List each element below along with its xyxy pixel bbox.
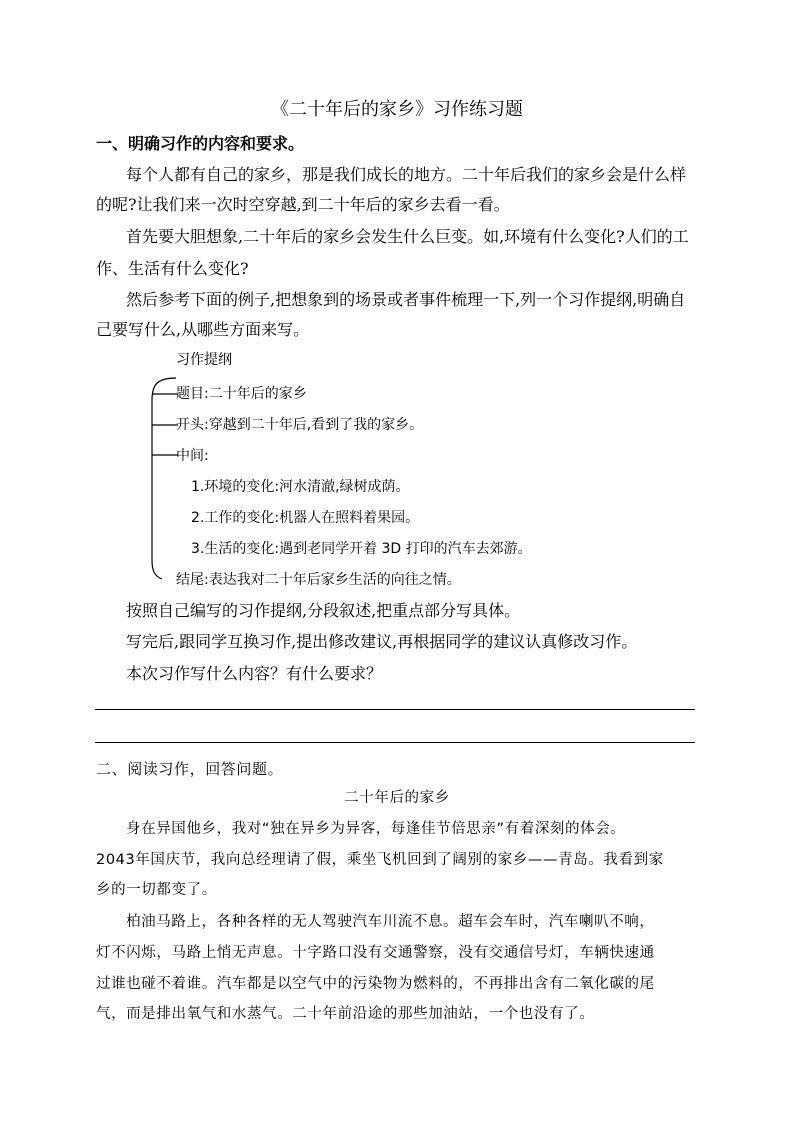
essay-p2-line-4: 气，而是排出氧气和水蒸气。二十年前沿途的那些加油站，一个也没有了。 bbox=[96, 1006, 595, 1022]
paragraph-1-line-2: 的呢?让我们来一次时空穿越,到二十年后的家乡去看一看。 bbox=[96, 195, 510, 214]
outline-bracket bbox=[140, 370, 180, 585]
essay-p1-line-2: 2043年国庆节，我向总经理请了假，乘坐飞机回到了阔别的家乡——青岛。我看到家 bbox=[96, 852, 664, 868]
paragraph-2-line-1: 首先要大胆想象,二十年后的家乡会发生什么巨变。如,环境有什么变化?人们的工 bbox=[126, 227, 689, 246]
paragraph-1-line-1: 每个人都有自己的家乡，那是我们成长的地方。二十年后我们的家乡会是什么样 bbox=[126, 165, 687, 184]
outline-item-2: 2.工作的变化:机器人在照料着果园。 bbox=[191, 510, 420, 526]
answer-line-1[interactable] bbox=[95, 709, 695, 710]
question-prompt: 本次习作写什么内容？有什么要求？ bbox=[126, 664, 383, 683]
outline-opening: 开头:穿越到二十年后,看到了我的家乡。 bbox=[176, 417, 424, 433]
outline-item-1: 1.环境的变化:河水清澈,绿树成荫。 bbox=[191, 479, 410, 495]
paragraph-2-line-2: 作、生活有什么变化? bbox=[96, 259, 249, 278]
paragraph-3-line-2: 己要写什么,从哪些方面来写。 bbox=[96, 320, 310, 339]
outline-heading: 习作提纲 bbox=[176, 352, 232, 368]
outline-middle: 中间: bbox=[176, 448, 209, 464]
section-2-heading: 二、阅读习作，回答问题。 bbox=[96, 760, 284, 778]
instruction-2: 写完后,跟同学互换习作,提出修改建议,再根据同学的建议认真修改习作。 bbox=[126, 632, 638, 651]
essay-p2-line-1: 柏油马路上，各种各样的无人驾驶汽车川流不息。超车会车时，汽车喇叭不响， bbox=[126, 914, 655, 930]
essay-title: 二十年后的家乡 bbox=[344, 790, 450, 806]
essay-p2-line-3: 过谁也碰不着谁。汽车都是以空气中的污染物为燃料的，不再排出含有二氧化碳的尾 bbox=[96, 976, 655, 992]
outline-title: 题目:二十年后的家乡 bbox=[176, 386, 307, 402]
essay-p1-line-3: 乡的一切都变了。 bbox=[96, 882, 217, 898]
paragraph-3-line-1: 然后参考下面的例子,把想象到的场景或者事件梳理一下,列一个习作提纲,明确自 bbox=[126, 290, 686, 309]
essay-p2-line-2: 灯不闪烁，马路上悄无声息。十字路口没有交通警察，没有交通信号灯，车辆快速通 bbox=[96, 945, 655, 961]
outline-ending: 结尾:表达我对二十年后家乡生活的向往之情。 bbox=[176, 572, 461, 588]
answer-line-2[interactable] bbox=[95, 742, 695, 743]
page-title: 《二十年后的家乡》习作练习题 bbox=[271, 99, 523, 120]
essay-p1-line-1: 身在异国他乡，我对“独在异乡为异客，每逢佳节倍思亲”有着深刻的体会。 bbox=[126, 821, 626, 837]
section-1-heading: 一、明确习作的内容和要求。 bbox=[96, 134, 305, 153]
outline-item-3: 3.生活的变化:遇到老同学开着 3D 打印的汽车去郊游。 bbox=[191, 541, 532, 557]
instruction-1: 按照自己编写的习作提纲,分段叙述,把重点部分写具体。 bbox=[126, 601, 521, 620]
